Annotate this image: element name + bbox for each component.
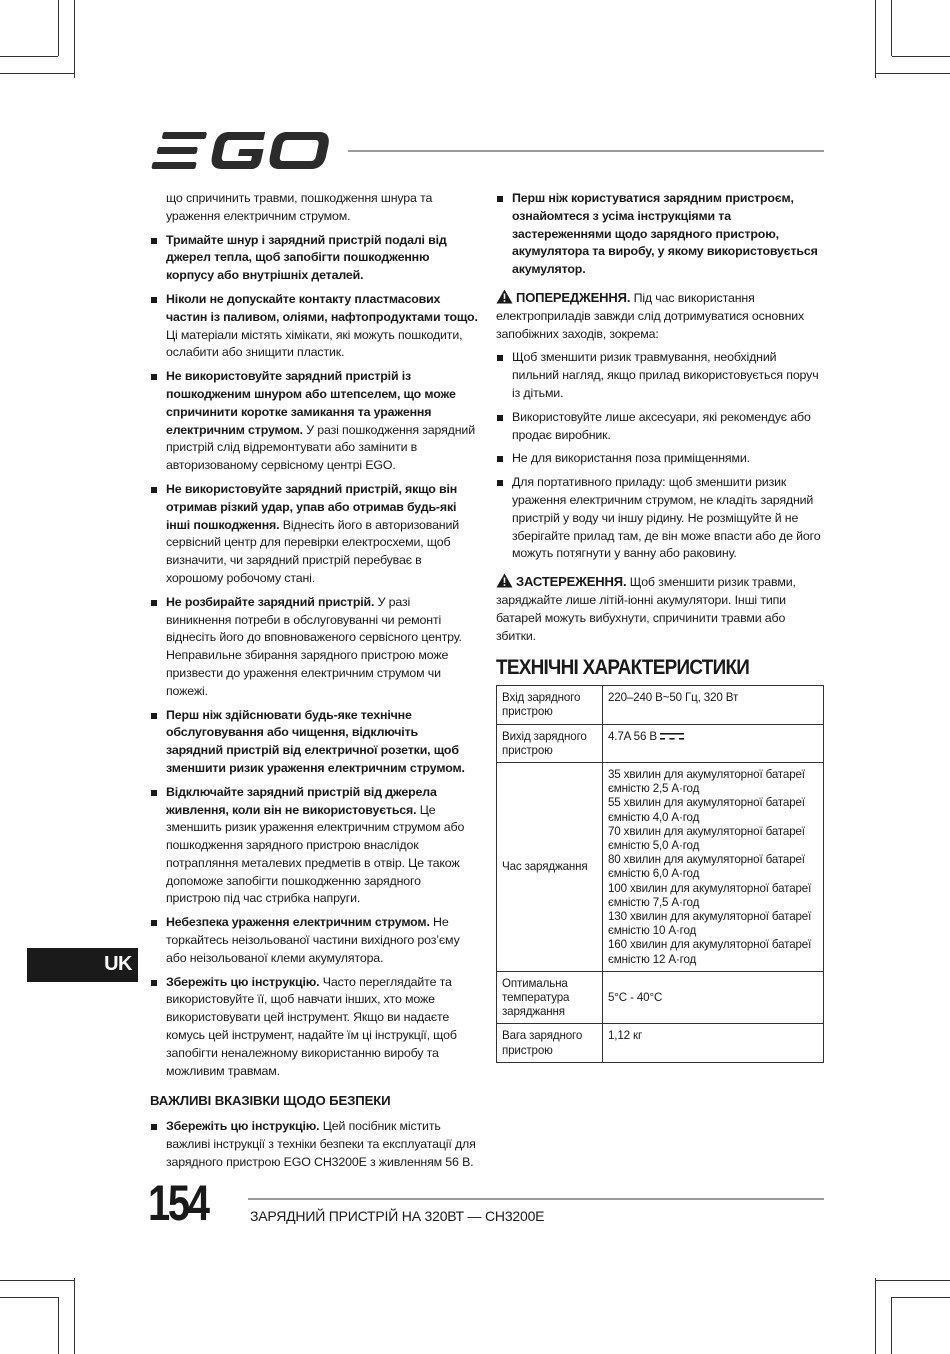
bullet-text: У разі пошкодження зарядний пристрій слід відремонтувати або замінити в авторизованому сервісному центрі EGO.: [166, 422, 475, 473]
bullet-item: [150, 368, 478, 475]
page-number: 154: [148, 1175, 208, 1231]
bullet-text: Для портативного приладу: щоб зменшити ризик ураження електричним струмом, не кладіть зарядний пристрій у воду чи іншу рідину. Не розміщуйте й не зберігайте прилад там, де він може впасти або де його можуть потягнути у ванну або раковину.: [512, 475, 821, 561]
crop-mark: [74, 0, 75, 78]
spec-key: Вага зарядного пристрою: [497, 1024, 603, 1062]
bullet-bold: Відключайте зарядний пристрій від джерела живлення, коли він не використовується.: [166, 784, 437, 817]
bullet-item: [150, 784, 478, 909]
bullet-square-icon: [151, 600, 157, 606]
bullet-bold: Тримайте шнур і зарядний пристрій подалі від джерел тепла, щоб запобігти пошкодженню корпусу або внутрішніх деталей.: [166, 232, 447, 283]
bullet-text: Використовуйте лише аксесуари, які рекомендує або продає виробник.: [512, 409, 811, 442]
crop-mark: [876, 1280, 950, 1281]
bullet-bold: Небезпека ураження електричним струмом.: [166, 915, 430, 930]
continuation-text: що спричинить травми, пошкодження шнура та ураження електричним струмом.: [166, 191, 433, 223]
crop-mark: [74, 1278, 75, 1354]
left-column: [150, 190, 478, 1178]
crop-mark: [58, 0, 59, 56]
table-row: [497, 762, 824, 971]
crop-mark: [0, 1297, 58, 1298]
bullet-text: Не торкайтесь неізольованої частини вихідного роз’єму або неізольованої клеми акумулятора.: [166, 915, 460, 965]
crop-mark: [0, 1280, 74, 1281]
section-subheading: ВАЖЛИВІ ВКАЗІВКИ ЩОДО БЕЗПЕКИ: [150, 1093, 391, 1109]
bullet-square-icon: [151, 713, 157, 719]
bullet-bold: Не використовуйте зарядний пристрій, якщо він отримав різкий удар, упав або отримав будь-які інші пошкодження.: [166, 481, 458, 532]
bullet-item: [496, 450, 824, 468]
bullet-square-icon: [497, 456, 503, 462]
crop-mark: [0, 73, 74, 74]
bullet-bold: Не використовуйте зарядний пристрій із пошкодженим шнуром або штепселем, що може спричинити коротке замикання та ураження електричним струмом.: [166, 369, 456, 437]
bullet-square-icon: [151, 374, 157, 380]
bullet-text: Це зменшить ризик ураження електричним струмом або пошкодження зарядного пристрою внаслідок потрапляння металевих предметів в отвір. Це також допоможе запобігти пошкодженню зарядного пристрою під час стрибка напруги.: [166, 802, 465, 906]
warning-text: Під час використання електроприладів завжди слід дотримуватися основних запобіжних заходів, зокрема:: [496, 290, 805, 341]
bullet-square-icon: [497, 415, 503, 421]
table-row: [497, 724, 824, 762]
warning-triangle-icon: [496, 289, 513, 304]
crop-mark: [0, 56, 58, 57]
spec-table: [496, 685, 824, 1063]
bullet-square-icon: [151, 297, 157, 303]
bullet-text: Ці матеріали містять хімікати, які можуть пошкодити, ослабити або знищити пластик.: [166, 327, 463, 360]
table-row: [497, 686, 824, 724]
footer-title: ЗАРЯДНИЙ ПРИСТРІЙ НА 320ВТ — CH3200E: [250, 1208, 545, 1224]
bullet-bold: Перш ніж користуватися зарядним пристроєм, ознайомтеся з усіма інструкціями та застереженнями щодо зарядного пристрою, акумулятора та виробу, у якому використовується акумулятор.: [512, 191, 818, 277]
caution-triangle-icon: [496, 573, 513, 588]
spec-value: 1,12 кг: [603, 1024, 824, 1062]
warning-paragraph: [496, 289, 824, 343]
header-rule: [348, 150, 824, 152]
bullet-bold: Не розбирайте зарядний пристрій.: [166, 594, 375, 609]
crop-mark: [875, 0, 876, 78]
bullet-square-icon: [151, 487, 157, 493]
bullet-square-icon: [151, 1124, 157, 1130]
caution-title: ЗАСТЕРЕЖЕННЯ.: [516, 574, 627, 590]
bullet-square-icon: [151, 790, 157, 796]
spec-key: Вхід зарядного пристрою: [497, 686, 603, 724]
bullet-bold: Ніколи не допускайте контакту пластмасових частин із паливом, оліями, нафтопродуктами тощо.: [166, 291, 478, 324]
bullet-item: [150, 974, 478, 1081]
crop-mark: [892, 1297, 950, 1298]
crop-mark: [892, 56, 950, 57]
bullet-item: [150, 481, 478, 588]
table-row: [497, 971, 824, 1024]
bullet-item: [150, 1118, 478, 1171]
table-row: [497, 1024, 824, 1062]
crop-mark: [891, 1297, 892, 1354]
bullet-text: Щоб зменшити ризик травмування, необхідний пильний нагляд, якщо прилад використовується поруч із дітьми.: [512, 350, 819, 400]
bullet-text: Цей посібник містить важливі інструкції з техніки безпеки та експлуатації для зарядного пристрою EGO CH3200E з живленням 56 В.: [166, 1119, 476, 1169]
bullet-text: Часто переглядайте та використовуйте її, щоб навчати інших, хто може використовувати цей інструмент. Якщо ви надаєте комусь цей інструмент, надайте їм ці інструкції, щоб запобігти неналежному використанню виробу та можливим травмам.: [166, 974, 457, 1078]
bullet-item: [496, 349, 824, 402]
caution-text: Щоб зменшити ризик травми, заряджайте лише літій-іонні акумулятори. Інші типи батарей можуть вибухнути, спричинити травми або збитки.: [496, 575, 796, 643]
spec-key: Оптимальна температура заряджання: [497, 971, 603, 1024]
bullet-square-icon: [497, 196, 503, 202]
crop-mark: [875, 1278, 876, 1354]
caution-paragraph: [496, 573, 824, 645]
bullet-square-icon: [151, 238, 157, 244]
bullet-bold: Перш ніж здійснювати будь-яке технічне обслуговування або чищення, відключіть зарядний пристрій від електричної розетки, щоб зменшити ризик ураження електричним струмом.: [166, 707, 465, 775]
bullet-item: [150, 707, 478, 778]
footer-rule: [248, 1198, 824, 1200]
crop-mark: [876, 73, 950, 74]
bullet-item: [150, 232, 478, 285]
bullet-item: [496, 190, 824, 279]
bullet-square-icon: [151, 980, 157, 986]
spec-value-cell: [603, 724, 824, 762]
spec-value: 35 хвилин для акумуляторної батареї ємністю 2,5 А·год 55 хвилин для акумуляторної батареї ємністю 4,0 А·год 70 хвилин для акумуляторної батареї ємністю 5,0 А·год 80 хвилин для акумуляторної батареї ємністю 6,0 А·год 100 хвилин для акумуляторної батареї ємністю 7,5 А·год 130 хвилин для акумуляторної батареї ємністю 10 А·год 160 хвилин для акумуляторної батареї ємністю 12 А·год: [603, 762, 824, 971]
crop-mark: [891, 0, 892, 56]
bullet-item: [496, 474, 824, 563]
dc-current-icon: [660, 732, 684, 741]
language-tab: [27, 948, 138, 982]
spec-heading: ТЕХНІЧНІ ХАРАКТЕРИСТИКИ: [496, 656, 750, 680]
bullet-item: [150, 291, 478, 362]
bullet-text: Не для використання поза приміщеннями.: [512, 451, 750, 466]
crop-mark: [58, 1297, 59, 1354]
bullet-square-icon: [151, 920, 157, 926]
bullet-item: [150, 914, 478, 967]
right-column: [496, 190, 824, 1063]
spec-value: 220–240 В~50 Гц, 320 Вт: [603, 686, 824, 724]
spec-value: 4.7A 56 В: [608, 729, 657, 743]
spec-key: Час заряджання: [497, 762, 603, 971]
bullet-square-icon: [497, 355, 503, 361]
ego-logo: [150, 128, 332, 174]
bullet-square-icon: [497, 480, 503, 486]
bullet-bold: Збережіть цю інструкцію.: [166, 974, 320, 989]
bullet-text: Віднесіть його в авторизований сервісний центр для перевірки електросхеми, щоб визначити, чи зарядний пристрій перебуває в хорошому робочому стані.: [166, 517, 460, 585]
spec-value: 5°C - 40°C: [603, 971, 824, 1024]
warning-title: ПОПЕРЕДЖЕННЯ.: [516, 289, 631, 305]
bullet-item: [496, 409, 824, 445]
language-tab-label: UK: [104, 953, 132, 975]
bullet-item: [150, 594, 478, 701]
bullet-text: У разі виникнення потреби в обслуговуванні чи ремонті віднесіть його до вповноваженого сервісного центру. Неправильне збирання зарядного пристрою може призвести до ураження електричним струмом чи пожежі.: [166, 594, 462, 698]
spec-key: Вихід зарядного пристрою: [497, 724, 603, 762]
bullet-bold: Збережіть цю інструкцію.: [166, 1119, 320, 1134]
